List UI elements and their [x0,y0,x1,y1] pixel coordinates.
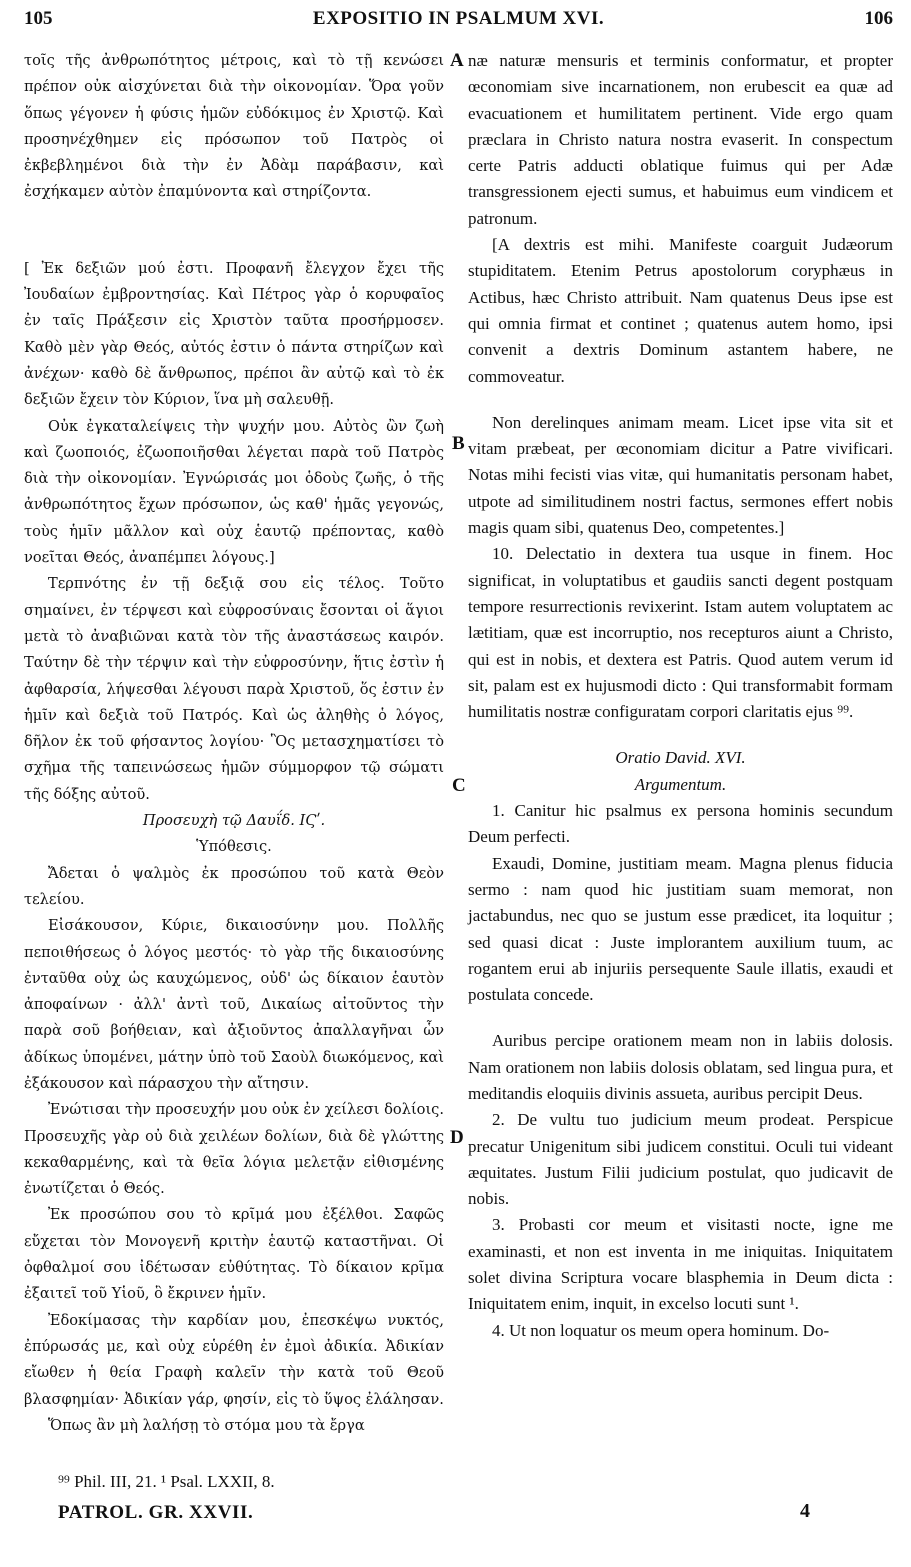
margin-letter-d: D [450,1127,464,1148]
margin-letter-c: C [452,775,466,796]
greek-para-3: Οὐκ ἐγκαταλείψεις τὴν ψυχήν μου. Αὐτὸς ὢν ζωὴ καὶ ζωοποιός, ἐζωοποιῆσθαι λέγεται παρὰ τοῦ Πατρὸς διὰ τὴν οἰκονομίαν. Ἐγνώρισάς μοι ὁδοὺς ζωῆς, ὁ τῆς ἀνθρωπότητος ἔχων πρόσωπον, ὡς καθ' ἡμᾶς γεγονώς, τοὺς ἡμῖν μᾶλλον καὶ οὐχ ἑαυτῷ πρέποντας, καθὸ νοεῖται Θεός, ἀναπέμπει λόγους.] [24,417,444,567]
greek-column [24,48,444,1439]
latin-para-3: Non derelinques animam meam. Licet ipse vita sit et vitam præbeat, per œconomiam dicitur a Patre vivificari. Notas mihi fecisti vias vitæ, qui humanitatis personam habet, utpote ad similitudinem nostri factus, sermones effert nobis magis quam sibi, quatenus Deo, competentes.] [468,412,893,538]
greek-para-8: Ἐκ προσώπου σου τὸ κρῖμά μου ἐξέλθοι. Σαφῶς εὔχεται τὸν Μονογενῆ κριτὴν ἑαυτῷ καταστῆναι. Οἱ ὀφθαλμοί σου ἰδέτωσαν εὐθύτητας. Τὸ δίκαιον κρῖμα ἐξαιτεῖ τοῦ Υἱοῦ, ὃ ἔκρινεν ἡμῖν. [24,1206,444,1303]
latin-para-5: 1. Canitur hic psalmus ex persona hominis secundum Deum perfecti. [468,801,893,847]
greek-para-7: Ἐνώτισαι τὴν προσευχήν μου οὐκ ἐν χείλεσι δολίοις. Προσευχῆς γὰρ οὐ διὰ χειλέων δολίων, διὰ δὲ γλώττης κεκαθαρμένης, καὶ τὰ θεῖα λόγια μελετᾷν εἰθισμένης ἐνωτίζεται ὁ Θεός. [24,1101,444,1198]
page-number-left: 105 [24,8,53,29]
latin-para-1: næ naturæ mensuris et terminis conformatur, et propter œconomiam sive incarnationem, non erubescit ea quæ ad evacuationem et humilitatem pertinent. Vide ergo quam præclara in Christo natura nostra evaserit. In conspectum certe Patris adducti oblatique fuimus qui per Adæ transgressionem ejecti sumus, et habuimus eum vindicem et patronum. [468,51,893,228]
greek-para-6: Εἰσάκουσον, Κύριε, δικαιοσύνην μου. Πολλῆς πεποιθήσεως ὁ λόγος μεστός· τὸ γὰρ τῆς δικαιοσύνης ἐνταῦθα οὐχ ὡς καυχώμενος, οὐδ' ὡς δίκαιον ἑαυτὸν ἀποφαίνων · ἀλλ' ἀντὶ τοῦ, Δικαίως αἰτοῦντος τὴν παρὰ σοῦ βοήθειαν, καὶ ἀξιοῦντος ἀπαλλαγῆναι ὧν ἀδίκως ὑπομένει, μάτην ὑπὸ τοῦ Σαοὺλ διωκόμενος, καὶ ἐξάκουσον καὶ πάρασχου τὴν αἴτησιν. [24,917,444,1092]
margin-letter-b: B [452,433,465,454]
greek-para-1: τοῖς τῆς ἀνθρωπότητος μέτροις, καὶ τὸ τῇ κενώσει πρέπον οὐκ αἰσχύνεται διὰ τὴν οἰκονομίαν. Ὅρα γοῦν ὅπως γέγονεν ἡ φύσις ἡμῶν εὐδόκιμος ἐν Χριστῷ. Καὶ προσηνέχθημεν εἰς πρόσωπον τοῦ Πατρὸς οἱ ἐκβεβλημένοι διὰ τὴν ἐν Ἀδὰμ παράβασιν, καὶ ἐσχήκαμεν αὐτὸν ἐπαμύνοντα καὶ στηρίζοντα. [24,52,444,201]
greek-para-9: Ἐδοκίμασας τὴν καρδίαν μου, ἐπεσκέψω νυκτός, ἐπύρωσάς με, καὶ οὐχ εὑρέθη ἐν ἐμοὶ ἀδικία. Ἀδικίαν εἴωθεν ἡ θεία Γραφὴ καλεῖν τὴν κατὰ τοῦ Θεοῦ βλασφημίαν· Ἀδικίαν γάρ, φησίν, εἰς τὸ ὕψος ἐλάλησαν. [24,1311,444,1408]
latin-para-10: 4. Ut non loquatur os meum opera hominum. Do- [492,1320,830,1340]
latin-para-4: 10. Delectatio in dextera tua usque in finem. Hoc significat, in voluptatibus et gaudiis sancti degent postquam tempore resurrectionis revixerint. Istam autem voluptatem ac lætitiam, quæ est incorruptio, nos recepturos aiunt a Christo, qui est in nobis, et dextera est Patris. Quod autem verum id sit, palam est ex hujusmodi dicto : Qui transformabit formam humilitatis nostræ configuratam corpori claritatis ejus ⁹⁹. [468,544,893,722]
latin-para-8: 2. De vultu tuo judicium meum prodeat. Perspicue precatur Unigenitum sibi judicem constitui. Oculi tui videant æquitates. Justum Filii judicium postulat, quo judicavit de nobis. [468,1110,893,1209]
greek-para-2: [ Ἐκ δεξιῶν μού ἐστι. Προφανῆ ἔλεγχον ἔχει τῆς Ἰουδαίων ἐμβροντησίας. Καὶ Πέτρος γὰρ ὁ κορυφαῖος ἐν ταῖς Πράξεσιν εἰς Χριστὸν ταῦτα προσήρμοσεν. Καθὸ μὲν γὰρ Θεός, αὐτός ἐστιν ὁ πάντα στηρίζων καὶ ἀνέχων· καθὸ δὲ ἄνθρωπος, πρέποι ἂν αὐτῷ καὶ τὸ ἐκ δεξιῶν ἔχειν τὸν Κύριον, ἵνα μὴ σαλευθῇ. [24,259,444,409]
latin-para-2: [A dextris est mihi. Manifeste coarguit Judæorum stupiditatem. Etenim Petrus apostolorum coryphæus in Actibus, hæc Christo attribuit. Nam quatenus Deus ipse est qui omnia firmat et continet ; quatenus autem homo, ipsi convenit a dextris Dominum astantem habere, ne commoveatur. [468,235,893,386]
latin-psalm-title: Oratio David. XVI. [615,748,746,768]
margin-letter-a: A [450,50,464,71]
greek-para-4: Τερπνότης ἐν τῇ δεξιᾷ σου εἰς τέλος. Τοῦτο σημαίνει, ἐν τέρψεσι καὶ εὐφροσύναις ἔσονται οἱ ἅγιοι μετὰ τὸ ἀναβιῶναι κατὰ τὸν τῆς ἀναστάσεως καιρόν. Ταύτην δὲ τὴν τέρψιν καὶ τὴν εὐφροσύνην, ἥτις ἐστὶν ἡ ἀφθαρσία, λήψεσθαι λέγουσι παρὰ Χριστοῦ, ὅς ἐστιν ἐν ἡμῖν καὶ δεξιὰ τοῦ Πατρός. Καὶ ὡς ἀληθὴς ὁ λόγος, δῆλον ἐκ τοῦ φήσαντος λογίου· Ὃς μετασχηματίσει τὸ σχῆμα τῆς ταπεινώσεως ἡμῶν σύμμορφον τῷ σώματι τῆς δόξης αὐτοῦ. [24,575,444,803]
running-title: EXPOSITIO IN PSALMUM XVI. [312,8,605,29]
latin-para-7: Auribus percipe orationem meam non in labiis dolosis. Nam orationem non labiis dolosis oblatam, sed lingua pura, et meditandis eloquiis divinis assueta, auribus percipit Deus. [468,1031,893,1103]
greek-para-5: Ἄδεται ὁ ψαλμὸς ἐκ προσώπου τοῦ κατὰ Θεὸν τελείου. [24,864,444,908]
running-header [24,8,893,34]
greek-hypothesis-heading: Ὑπόθεσις. [196,838,272,856]
latin-para-6: Exaudi, Domine, justitiam meam. Magna plenus fiducia sermo : nam quod hic justitiam suam memorat, non jactabundus, nec quo se justum esse prædicet, ita loquitur ; sed quasi dicat : Juste implorantem auxilium tuum, ac rogantem erui ab injuriis persequente Saule illatis, exaudi et postulata concede. [468,853,893,1005]
footnotes: ⁹⁹ Phil. III, 21. ¹ Psal. LXXII, 8. [58,1472,275,1491]
patrologia-signature: PATROL. GR. XXVII. [58,1502,254,1523]
greek-para-10: Ὅπως ἂν μὴ λαλήσῃ τὸ στόμα μου τὰ ἔργα [48,1416,365,1434]
page-number-right: 106 [864,8,893,29]
latin-column [468,48,893,1344]
latin-argumentum-heading: Argumentum. [634,774,727,794]
greek-psalm-title: Προσευχὴ τῷ Δαυΐδ. ΙϚʹ. [142,812,326,830]
printer-signature: 4 [800,1500,810,1522]
latin-para-9: 3. Probasti cor meum et visitasti nocte, igne me examinasti, et non est inventa in me iniquitas. Iniquitatem solet divina Scriptura vocare blasphemia in Deum dicta : Iniquitatem enim, inquit, in excelso locuti sunt ¹. [468,1215,893,1314]
